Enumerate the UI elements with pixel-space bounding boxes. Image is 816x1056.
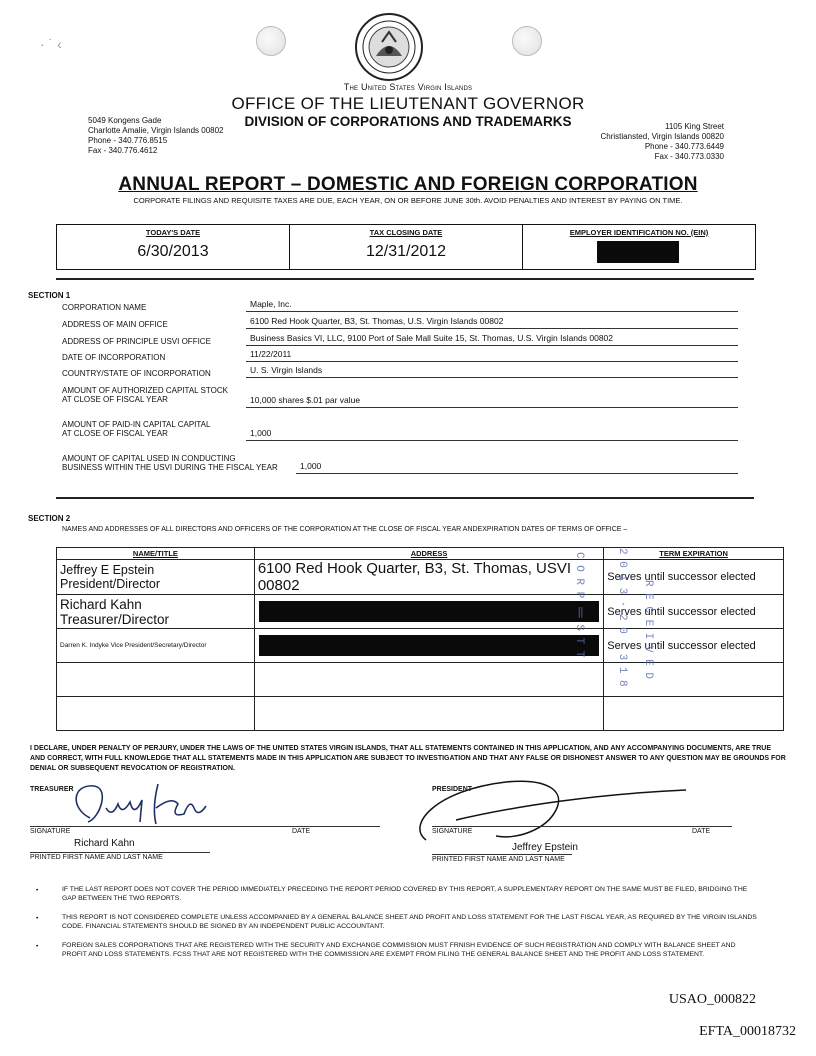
field-label: ADDRESS OF PRINCIPLE USVI OFFICE	[62, 337, 211, 346]
underline	[246, 440, 738, 441]
usvi-office-value[interactable]: Business Basics VI, LLC, 9100 Port of Sale Mall Suite 15, St. Thomas, U.S. Virgin Islands 00802	[250, 333, 614, 343]
director-term[interactable]: Serves until successor elected	[604, 595, 784, 629]
director-address	[254, 595, 603, 629]
bates-number-2: EFTA_00018732	[699, 1024, 796, 1039]
form-title: ANNUAL REPORT – DOMESTIC AND FOREIGN CORPORATION	[118, 174, 698, 195]
todays-date-label: TODAY'S DATE	[145, 228, 201, 237]
note-item: THIS REPORT IS NOT CONSIDERED COMPLETE UNLESS ACCOMPANIED BY A GENERAL BALANCE SHEET AND PROFIT AND LOSS STATEMENT FOR THE LAST FISCAL YEAR, AS REQUIRED BY THE VIRGIN ISLANDS CODE. FINANCIAL STATEMENTS SHOULD BE SIGNED BY AN INDEPENDENT PUBLIC ACCOUNTANT.	[62, 914, 757, 930]
header-division: DIVISION OF CORPORATIONS AND TRADEMARKS	[244, 114, 572, 129]
paid-capital-value[interactable]: 1,000	[250, 428, 272, 438]
header-line1: The United States Virgin Islands	[343, 82, 473, 92]
note-item: IF THE LAST REPORT DOES NOT COVER THE PERIOD IMMEDIATELY PRECEDING THE REPORT PERIOD COVERED BY THIS REPORT, A SUPPLEMENTARY REPORT ON THE SAME MUST BE FILED, BRIDGING THE GAP BETWEEN THE TWO REPORTS.	[62, 886, 748, 902]
auth-capital-value[interactable]: 10,000 shares $.01 par value	[250, 395, 361, 405]
date-label: DATE	[692, 828, 711, 835]
signature-line	[432, 826, 732, 827]
director-name[interactable]: Darren K. Indyke Vice President/Secretary/Director	[57, 629, 255, 663]
president-label: PRESIDENT	[432, 786, 473, 793]
table-row	[57, 629, 784, 663]
underline	[296, 473, 738, 474]
received-stamp: C O R P ‖ S T T	[573, 552, 585, 658]
note-bullet: •	[36, 915, 39, 922]
empty-cell	[57, 697, 255, 731]
ein-label: EMPLOYER IDENTIFICATION NO. (EIN)	[569, 228, 709, 237]
empty-cell	[254, 697, 603, 731]
tax-closing-value[interactable]: 12/31/2012	[365, 243, 447, 260]
left-address: 5049 Kongens Gade Charlotte Amalie, Virgin Islands 00802 Phone - 340.776.8515 Fax - 340.776.4612	[88, 116, 224, 155]
punch-hole	[512, 26, 542, 56]
table-row	[57, 595, 784, 629]
address-redaction	[259, 635, 599, 656]
used-capital-value[interactable]: 1,000	[300, 461, 322, 471]
col-address-header: ADDRESS	[254, 548, 603, 560]
todays-date-cell	[57, 225, 290, 269]
underline	[246, 345, 738, 346]
printed-name-label: PRINTED FIRST NAME AND LAST NAME	[432, 856, 565, 863]
bates-number-1: USAO_000822	[668, 992, 756, 1007]
empty-cell	[604, 697, 784, 731]
divider	[56, 278, 754, 280]
main-office-value[interactable]: 6100 Red Hook Quarter, B3, St. Thomas, U.S. Virgin Islands 00802	[250, 316, 504, 326]
director-address	[254, 629, 603, 663]
paid-capital-label: AMOUNT OF PAID-IN CAPITAL CAPITAL AT CLOSE OF FISCAL YEAR	[62, 420, 211, 438]
ein-cell	[523, 225, 755, 269]
divider	[56, 497, 754, 499]
field-label: DATE OF INCORPORATION	[62, 353, 166, 362]
tax-closing-cell	[290, 225, 523, 269]
note-bullet: •	[36, 943, 39, 950]
section2-intro: NAMES AND ADDRESSES OF ALL DIRECTORS AND OFFICERS OF THE CORPORATION AT THE CLOSE OF FISCAL YEAR ANDEXPIRATION DATES OF TERMS OF OFFICE –	[62, 526, 628, 533]
used-capital-label: AMOUNT OF CAPITAL USED IN CONDUCTING BUSINESS WITHIN THE USVI DURING THE FISCAL YEAR	[62, 454, 278, 472]
ein-redaction	[597, 241, 679, 263]
header-office: OFFICE OF THE LIEUTENANT GOVERNOR	[231, 94, 585, 113]
director-name[interactable]: Jeffrey E Epstein President/Director	[57, 560, 255, 595]
section1-label: SECTION 1	[28, 291, 71, 300]
smudge-mark: · ˙ ‹	[40, 36, 62, 52]
treasurer-signature	[60, 778, 240, 830]
directors-table	[56, 547, 784, 731]
underline	[246, 311, 738, 312]
auth-capital-label: AMOUNT OF AUTHORIZED CAPITAL STOCK AT CLOSE OF FISCAL YEAR	[62, 386, 228, 404]
table-row	[57, 560, 784, 595]
field-label: CORPORATION NAME	[62, 303, 147, 312]
table-header-row	[57, 548, 784, 560]
col-term-header: TERM EXPIRATION	[604, 548, 784, 560]
punch-hole	[256, 26, 286, 56]
empty-cell	[254, 663, 603, 697]
section2-label: SECTION 2	[28, 514, 71, 523]
table-row	[57, 697, 784, 731]
declaration-text: I DECLARE, UNDER PENALTY OF PERJURY, UNDER THE LAWS OF THE UNITED STATES VIRGIN ISLANDS, THAT ALL STATEMENTS CONTAINED IN THIS APPLICATION, AND ANY ACCOMPANYING DOCUMENTS, ARE TRUE AND CORRECT, WITH FULL KNOWLEDGE THAT ALL STATEMENTS MADE IN THIS APPLICATION ARE SUBJECT TO INVESTIGATION AND THAT ANY FALSE OR DISHONEST ANSWER TO ANY QUESTION MAY BE GROUNDS FOR DENIAL OR SUBSEQUENT REVOCATION OF REGISTRATION.	[30, 745, 786, 772]
todays-date-value[interactable]: 6/30/2013	[137, 243, 209, 260]
printed-name-line	[30, 852, 210, 853]
tax-closing-label: TAX CLOSING DATE	[369, 228, 443, 237]
col-name-header: NAME/TITLE	[57, 548, 255, 560]
treasurer-label: TREASURER	[30, 786, 74, 793]
empty-cell	[57, 663, 255, 697]
country-value[interactable]: U. S. Virgin Islands	[250, 365, 323, 375]
note-bullet: •	[36, 887, 39, 894]
director-term[interactable]: Serves until successor elected	[604, 629, 784, 663]
right-address: 1105 King Street Christiansted, Virgin Islands 00820 Phone - 340.773.6449 Fax - 340.773.0330	[600, 122, 724, 161]
table-row	[57, 663, 784, 697]
field-label: COUNTRY/STATE OF INCORPORATION	[62, 369, 211, 378]
field-label: ADDRESS OF MAIN OFFICE	[62, 320, 168, 329]
underline	[246, 361, 738, 362]
date-label: DATE	[292, 828, 311, 835]
treasurer-printed-name[interactable]: Richard Kahn	[74, 838, 135, 849]
dates-box	[56, 224, 756, 270]
underline	[246, 377, 738, 378]
note-item: FOREIGN SALES CORPORATIONS THAT ARE REGISTERED WITH THE SECURITY AND EXCHANGE COMMISSION MUST FRNISH EVIDENCE OF SUCH REGISTRATION AND COMPLY WITH BALANCE SHEET AND PROFIT AND LOSS STATEMENTS. FCSS THAT ARE NOT REGISTERED WITH THE COMMISSION ARE EXEMPT FROM FILING THE GENERAL BALANCE SHEET AND THE PROFIT AND LOSS STATEMENT.	[62, 942, 736, 958]
printed-name-line	[432, 854, 572, 855]
signature-label: SIGNATURE	[432, 828, 473, 835]
printed-name-label: PRINTED FIRST NAME AND LAST NAME	[30, 854, 163, 861]
address-redaction	[259, 601, 599, 622]
director-name[interactable]: Richard Kahn Treasurer/Director	[57, 595, 255, 629]
incorporation-date-value[interactable]: 11/22/2011	[250, 349, 292, 359]
underline	[246, 328, 738, 329]
received-stamp: 2 0 1 3 · 2 0 · 3 1 8	[616, 548, 628, 687]
signature-line	[30, 826, 380, 827]
director-term[interactable]: Serves until successor elected	[604, 560, 784, 595]
underline	[246, 407, 738, 408]
director-address[interactable]: 6100 Red Hook Quarter, B3, St. Thomas, USVI 00802	[254, 560, 603, 595]
corporation-name-value[interactable]: Maple, Inc.	[250, 299, 292, 309]
signature-label: SIGNATURE	[30, 828, 71, 835]
empty-cell	[604, 663, 784, 697]
president-printed-name[interactable]: Jeffrey Epstein	[512, 842, 578, 853]
seal-icon	[354, 12, 424, 82]
received-stamp: R E C E I V E D	[642, 580, 654, 680]
president-signature	[396, 770, 696, 850]
form-subtitle: CORPORATE FILINGS AND REQUISITE TAXES ARE DUE, EACH YEAR, ON OR BEFORE JUNE 30th. AVOID PENALTIES AND INTEREST BY PAYING ON TIME.	[133, 196, 683, 205]
